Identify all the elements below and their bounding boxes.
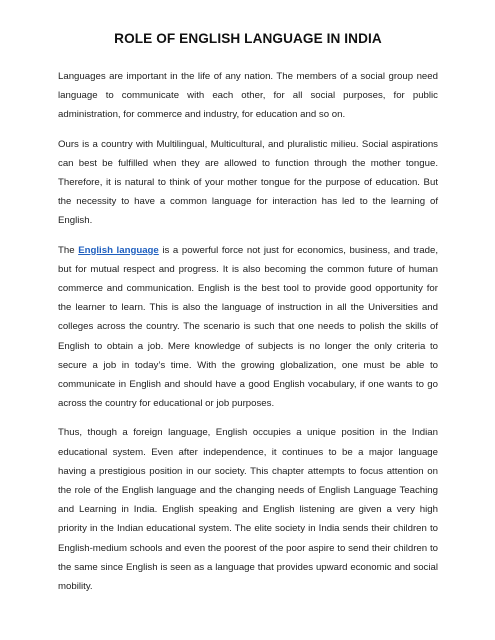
english-language-link[interactable]: English language xyxy=(78,244,159,256)
paragraph-foreign-language-position xyxy=(58,423,438,596)
document-title: ROLE OF ENGLISH LANGUAGE IN INDIA xyxy=(114,31,382,46)
paragraph-text: Ours is a country with Multilingual, Multicultural, and pluralistic milieu. Social aspirations can best be fulfilled when they are allowed to function through the mother tongue. Therefore, it is natural to think of your mother tongue for the purpose of education. But the necessity to have a common language for interaction has led to the learning of English. xyxy=(58,138,438,227)
paragraph-english-powerful-force xyxy=(58,241,438,414)
paragraph-text: is a powerful force not just for economics, business, and trade, but for mutual respect and progress. It is also becoming the common future of human commerce and communication. English is the best tool to provide good opportunity for the learner to learn. This is also the language of instruction in all the Universities and colleges across the country. The scenario is such that one needs to polish the skills of English to obtain a job. Mere knowledge of subjects is no longer the only criteria to secure a job in today’s time. With the growing globalization, one must be able to communicate in English and should have a good English vocabulary, if one wants to go across the country for educational or job purposes. xyxy=(58,244,438,410)
paragraph-prefix: The xyxy=(58,244,79,256)
paragraph-text: Thus, though a foreign language, English occupies a unique position in the Indian educational system. Even after independence, it continues to be a major language having a prestigious position in our society. This chapter attempts to focus attention on the role of the English language and the changing needs of English Language Teaching and Learning in India. English speaking and English listening are given a very high priority in the Indian educational system. The elite society in India sends their children to English-medium schools and even the poorest of the poor aspire to send their children to the same since English is seen as a language that provides upward economic and social mobility. xyxy=(58,427,438,593)
paragraph-languages-importance xyxy=(58,67,438,125)
paragraph-multilingual-country xyxy=(58,135,438,231)
paragraph-text: Languages are important in the life of any nation. The members of a social group need language to communicate with each other, for all social purposes, for public administration, for commerce and industry, for education and so on. xyxy=(58,71,438,121)
